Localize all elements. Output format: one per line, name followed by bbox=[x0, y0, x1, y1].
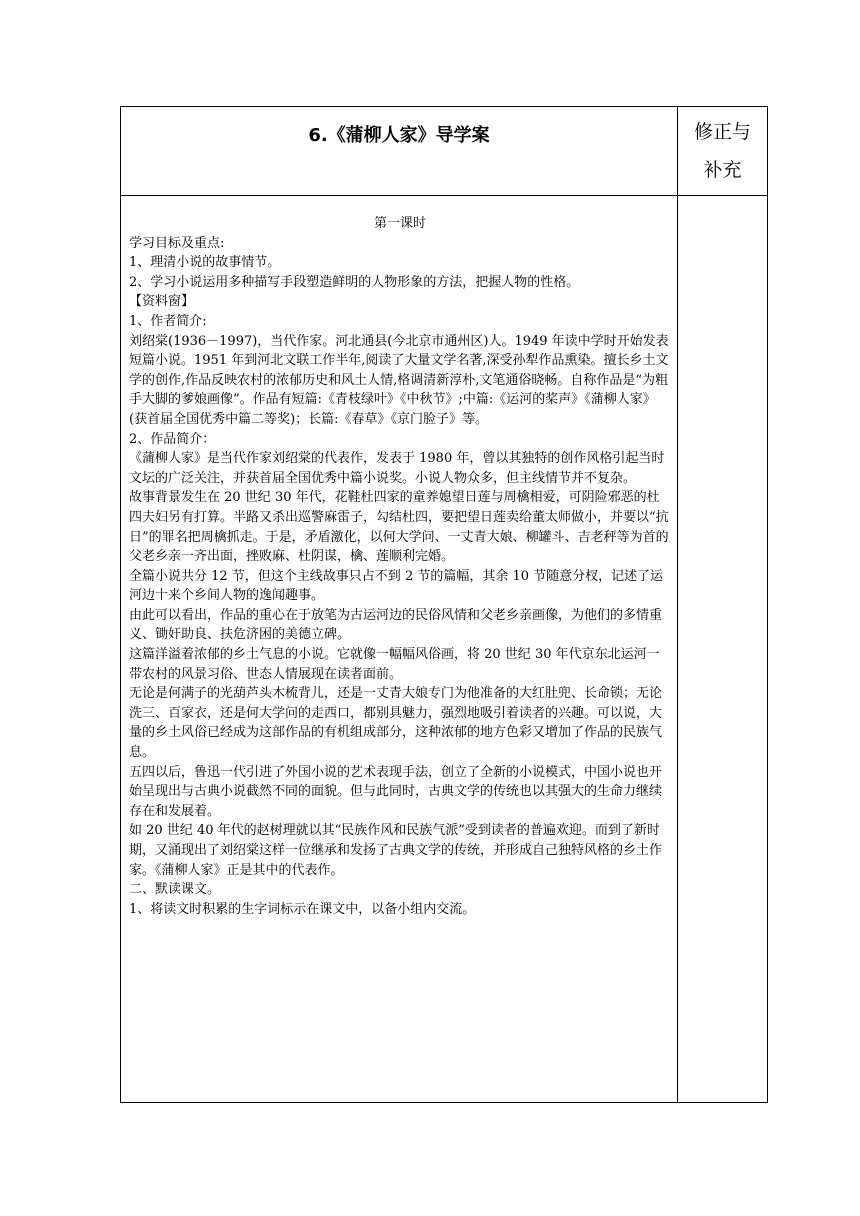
paragraph: 2、学习小说运用多种描写手段塑造鲜明的人物形象的方法，把握人物的性格。 bbox=[129, 274, 580, 290]
paragraph: 刘绍棠(1936－1997)，当代作家。河北通县(今北京市通州区)人。1949 年读中学时开始发表短篇小说。1951 年到河北文联工作半年,阅读了大量文学名著,深受孙犁作品熏染。擅长乡土文学的创作,作品反映农村的浓郁历史和风土人情,格调清新淳朴,文笔通俗晓畅。自称作品是“为粗手大脚的爹娘画像”。作品有短篇:《青枝绿叶》《中秋节》;中篇:《运河的桨声》《蒲柳人家》(获首届全国优秀中篇二等奖)；长篇:《春草》《京门脸子》等。 bbox=[129, 333, 669, 427]
side-header-cell bbox=[678, 107, 768, 196]
paragraph: 二、默读课文。 bbox=[129, 882, 221, 898]
lesson-heading: 第一课时 bbox=[373, 216, 426, 231]
content-body bbox=[121, 196, 677, 919]
paragraph: 1、理清小说的故事情节。 bbox=[129, 255, 281, 271]
document-title: 6.《蒲柳人家》导学案 bbox=[308, 125, 490, 146]
paragraph: 五四以后，鲁迅一代引进了外国小说的艺术表现手法，创立了全新的小说模式，中国小说也开始呈现出与古典小说截然不同的面貌。但与此同时，古典文学的传统也以其强大的生命力继续存在和发展着。 bbox=[129, 764, 663, 819]
content-cell bbox=[121, 196, 678, 1103]
side-header-line-2: 补充 bbox=[703, 159, 742, 181]
paragraph: 1、将读文时积累的生字词标示在课文中，以备小组内交流。 bbox=[129, 901, 476, 917]
paragraph: 《蒲柳人家》是当代作家刘绍棠的代表作，发表于 1980 年，曾以其独特的创作风格引起当时文坛的广泛关注，并获首届全国优秀中篇小说奖。小说人物众多，但主线情节并不复杂。 bbox=[129, 451, 665, 486]
paragraph: 如 20 世纪 40 年代的赵树理就以其“民族作风和民族气派”受到读者的普遍欢迎。而到了新时期，又涌现出了刘绍棠这样一位继承和发扬了古典文学的传统，并形成自己独特风格的乡土作家。《蒲柳人家》正是其中的代表作。 bbox=[129, 823, 663, 878]
paragraph: 学习目标及重点: bbox=[129, 235, 225, 251]
guide-table bbox=[120, 106, 768, 1103]
paragraph: 1、作者简介: bbox=[129, 313, 207, 329]
paragraph: 无论是何满子的光葫芦头木梳背儿，还是一丈青大娘专门为他准备的大红肚兜、长命锁；无论洗三、百家衣，还是何大学问的走西口，都别具魅力，强烈地吸引着读者的兴趣。可以说，大量的乡土风俗已经成为这部作品的有机组成部分，这种浓郁的地方色彩又增加了作品的民族气息。 bbox=[129, 686, 663, 761]
paragraph: 故事背景发生在 20 世纪 30 年代，花鞋杜四家的童养媳望日莲与周檎相爱，可阴险邪恶的杜四夫妇另有打算。半路又杀出巡警麻雷子，勾结杜四，要把望日莲卖给董太师做小，并要以“抗日”的罪名把周檎抓走。于是，矛盾激化，以何大学问、一丈青大娘、柳罐斗、吉老秤等为首的父老乡亲一齐出面，挫败麻、杜阴谋，檎、莲顺利完婚。 bbox=[129, 490, 669, 565]
paragraph: 这篇洋溢着浓郁的乡土气息的小说。它就像一幅幅风俗画，将 20 世纪 30 年代京东北运河一带农村的风景习俗、世态人情展现在读者面前。 bbox=[129, 647, 660, 682]
side-header-line-1: 修正与 bbox=[693, 121, 751, 143]
paragraph: 由此可以看出，作品的重心在于放笔为古运河边的民俗风情和父老乡亲画像，为他们的多情重义、锄奸助良、扶危济困的美德立碑。 bbox=[129, 607, 663, 643]
paragraph: 【资料窗】 bbox=[129, 294, 195, 310]
title-cell bbox=[121, 107, 678, 196]
side-header bbox=[678, 107, 767, 189]
notes-cell bbox=[678, 196, 768, 1103]
paragraph: 全篇小说共分 12 节，但这个主线故事只占不到 2 节的篇幅，其余 10 节随意分杈，记述了运河边十来个乡间人物的逸闻趣事。 bbox=[129, 568, 664, 604]
paragraph: 2、作品简介： bbox=[129, 431, 216, 447]
